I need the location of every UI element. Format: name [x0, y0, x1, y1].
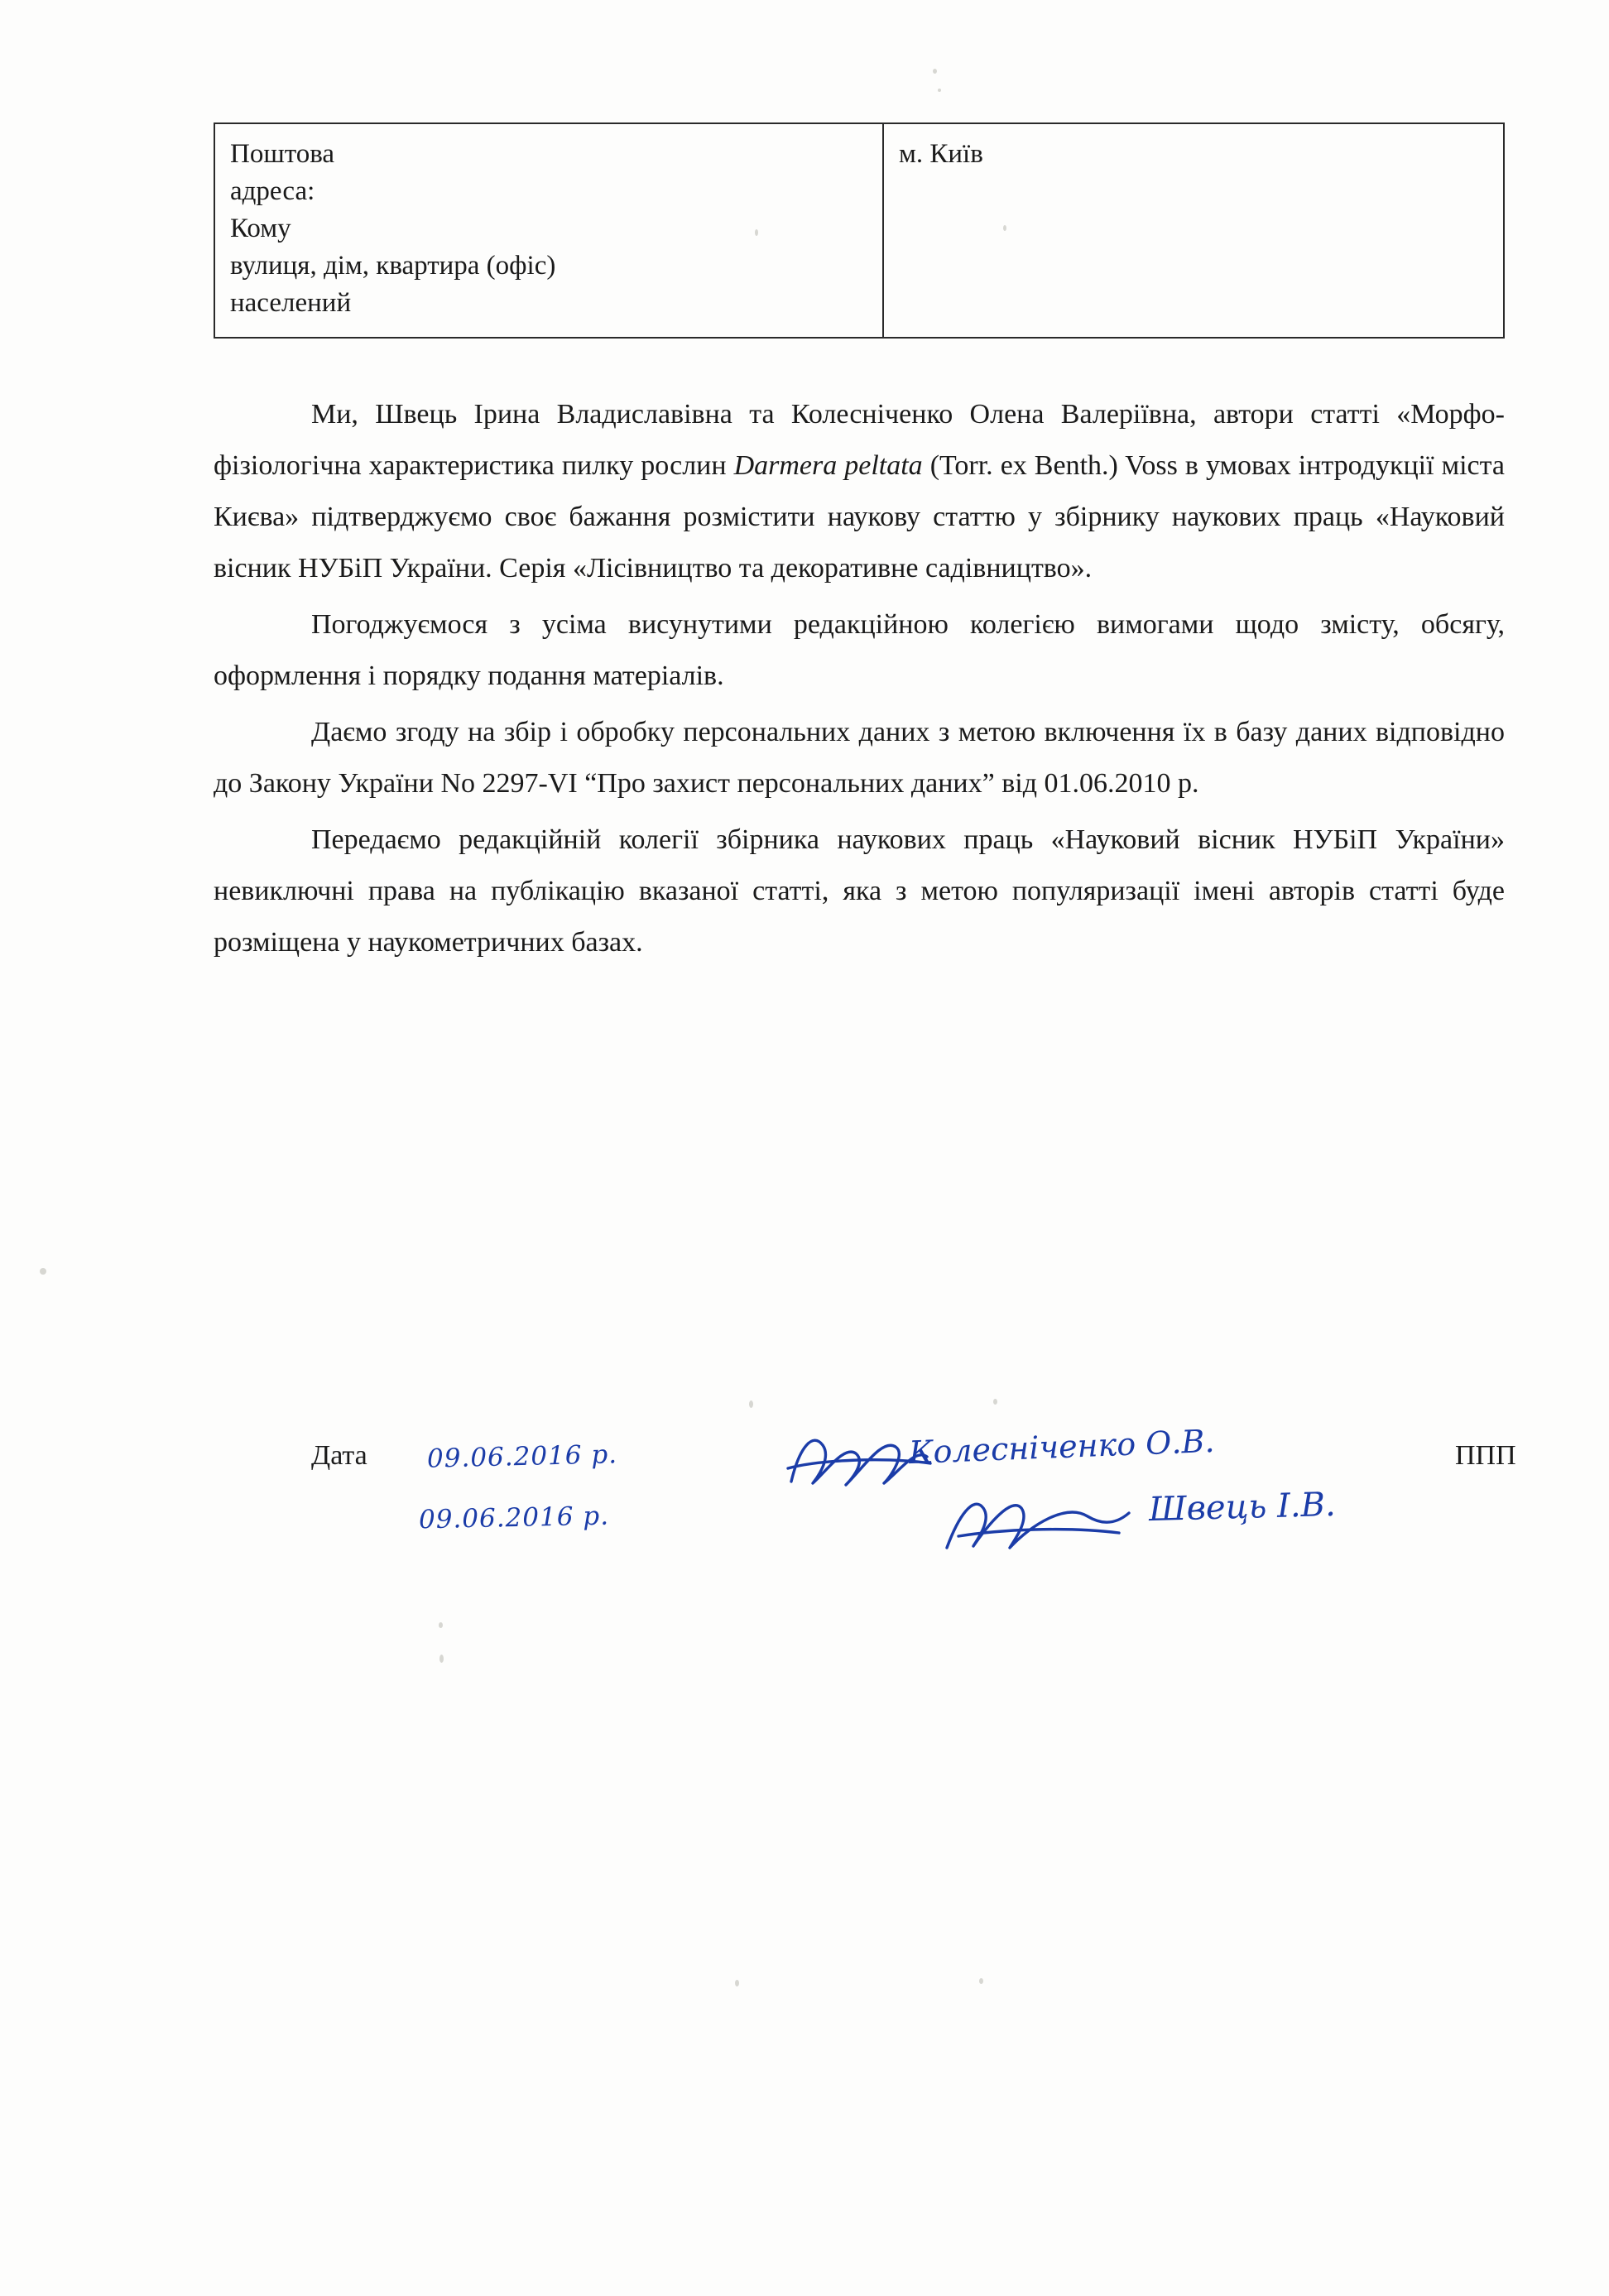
- scan-speck: [40, 1268, 46, 1275]
- city-value: м. Київ: [899, 139, 983, 169]
- scan-speck: [938, 89, 941, 92]
- postal-address-line: населений: [230, 288, 352, 318]
- paragraph-segment: Ми, Швець Ірина Владиславівна та Колесніченко Олена Валеріївна, автори статті «Морфо-фізіологічна характеристика пилку рослин: [214, 399, 1505, 481]
- signature-block: [214, 1422, 1516, 1622]
- scan-speck: [979, 1978, 983, 1984]
- paragraph-segment: (Torr. ex Benth.) Voss в умовах інтродукції міста Києва» підтверджуємо своє бажання розмістити наукову статтю у збірнику наукових праць «Науковий вісник НУБіП України. Серія «Лісівництво та декоративне садівництво».: [214, 450, 1505, 584]
- signature-stroke-second: [942, 1488, 1132, 1563]
- postal-address-line: Поштова: [230, 139, 335, 169]
- scan-speck: [439, 1622, 443, 1628]
- city-cell: [883, 123, 1504, 338]
- scan-speck: [735, 1980, 739, 1986]
- handwritten-name-first: Колесніченко О.В.: [908, 1422, 1216, 1472]
- table-row: [214, 123, 1504, 338]
- paragraph-personal-data-consent: [214, 707, 1505, 809]
- postal-address-line: вулиця, дім, квартира (офіс): [230, 251, 556, 281]
- paragraph-authors-statement: [214, 389, 1505, 594]
- paragraph-segment-italic: Darmera peltata: [733, 450, 923, 481]
- date-label: Дата: [311, 1440, 367, 1471]
- scan-speck: [993, 1399, 997, 1405]
- handwritten-date-second: 09.06.2016 р.: [418, 1501, 610, 1535]
- initials-label: ППП: [1455, 1440, 1516, 1471]
- postal-address-line: адреса:: [230, 176, 315, 206]
- scan-speck: [933, 69, 937, 74]
- address-table: [214, 122, 1505, 339]
- postal-address-line: Кому: [230, 214, 291, 243]
- scan-speck: [749, 1400, 753, 1408]
- document-body: [214, 389, 1505, 973]
- handwritten-name-second: Швець І.В.: [1148, 1485, 1337, 1530]
- paragraph-rights-transfer: [214, 814, 1505, 968]
- paragraph-segment: Передаємо редакційній колегії збірника наукових праць «Науковий вісник НУБіП України» невиключні права на публікацію вказаної статті, яка з метою популяризації імені авторів статті буде розміщена у наукометричних базах.: [214, 824, 1505, 958]
- paragraph-segment: Даємо згоду на збір і обробку персональних даних з метою включення їх в базу даних відповідно до Закону України No 2297-VI “Про захист персональних даних” від 01.06.2010 р.: [214, 717, 1505, 799]
- handwritten-date-first: 09.06.2016 р.: [426, 1439, 618, 1474]
- paragraph-agreement-requirements: [214, 599, 1505, 702]
- postal-address-cell: [214, 123, 883, 338]
- scan-speck: [439, 1655, 444, 1663]
- paragraph-segment: Погоджуємося з усіма висунутими редакційною колегією вимогами щодо змісту, обсягу, оформлення і порядку подання матеріалів.: [214, 609, 1505, 691]
